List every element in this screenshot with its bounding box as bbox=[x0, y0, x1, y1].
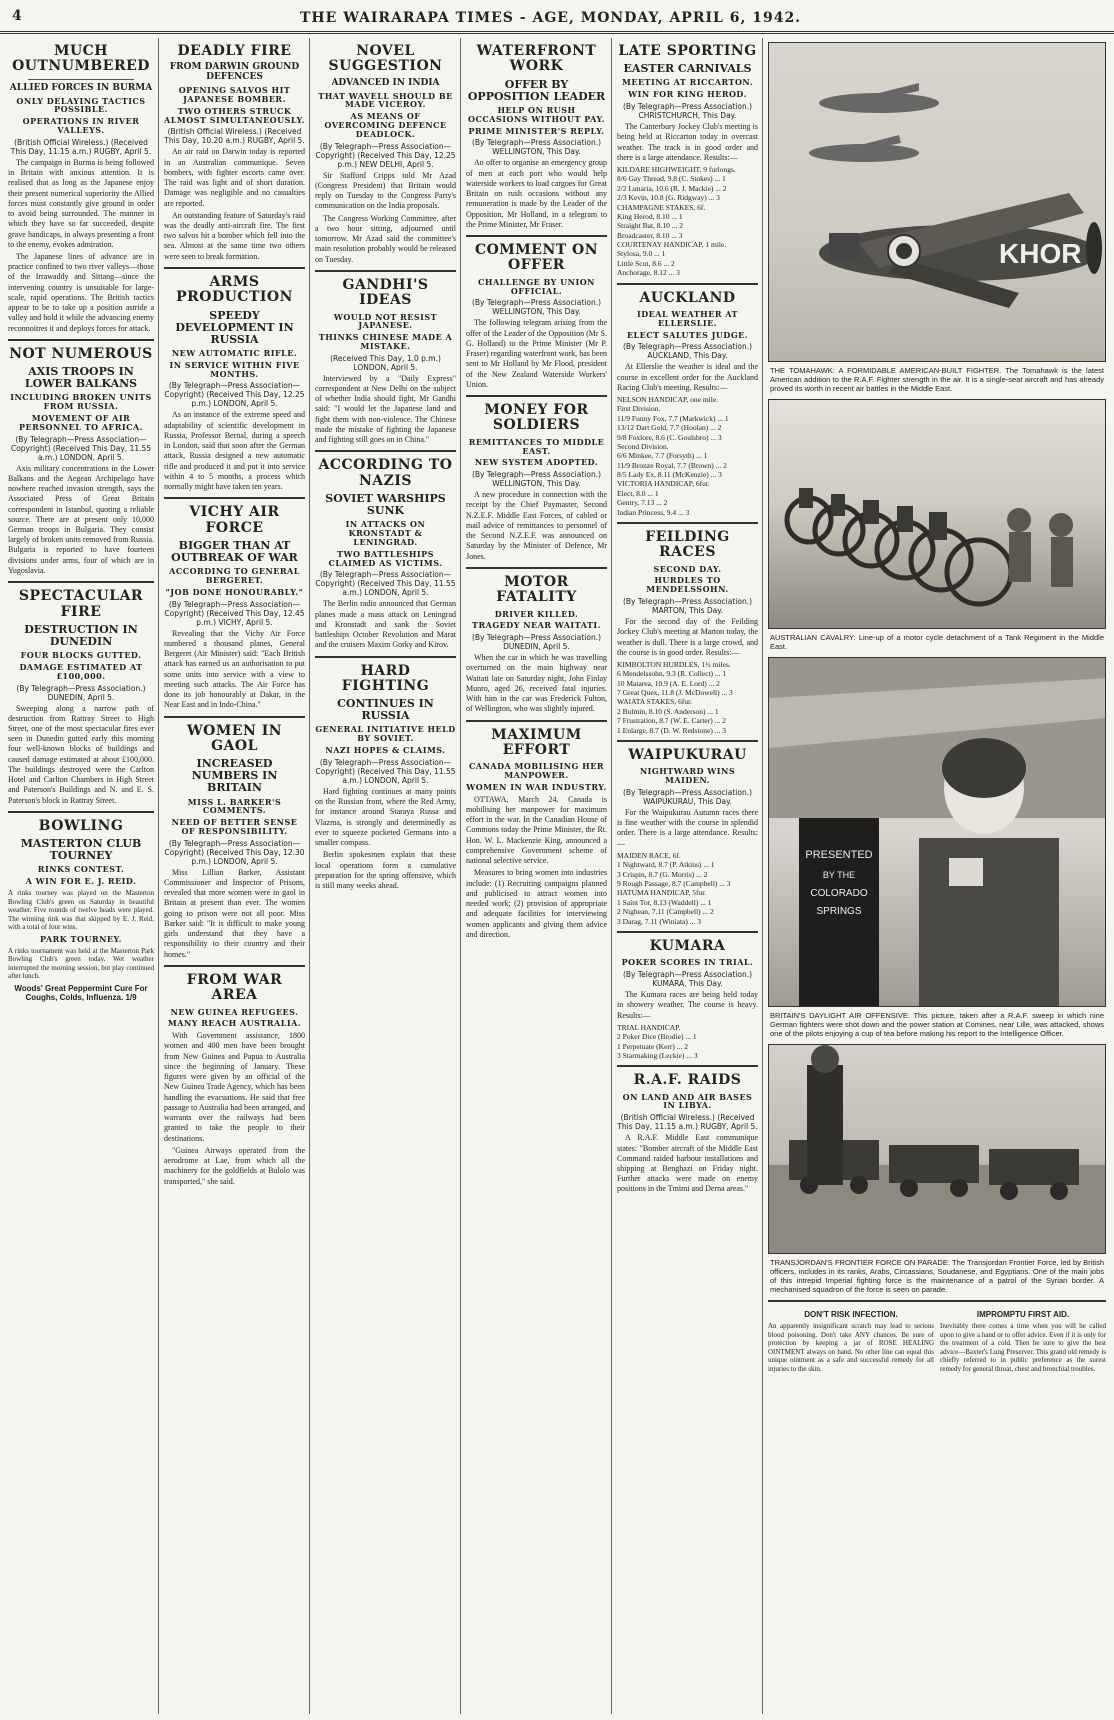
headline: MAXIMUM EFFORT bbox=[491, 726, 582, 758]
race-result: HATUMA HANDICAP, 5fur. bbox=[617, 888, 707, 898]
column-1 bbox=[4, 38, 159, 1714]
column-2 bbox=[160, 38, 310, 1714]
subheadline: MEETING AT RICCARTON. bbox=[621, 77, 754, 88]
subheadline: GENERAL INITIATIVE HELD BY SOVIET. bbox=[315, 724, 456, 744]
divider bbox=[315, 270, 456, 272]
article-text: Interviewed by a "Daily Express" correspondent at New Delhi on the subject of whether India should fight, Mr Gandhi said: "I would let the Japanese land and fight them with non-violence. The Chinese made the mistake of fighting the Japanese and fighting still goes on in China." bbox=[315, 373, 456, 445]
race-result: WAIATA STAKES, 6fur. bbox=[617, 697, 693, 707]
article-text: Axis military concentrations in the Lower Balkans and the Aegean Archipelago have nowhere reached invasion strength, says the Associated Press of Great Britain correspondent in Istanbul, quoting a reliable source. There are at present only 10,000 German troops in Bulgaria. They consist largely of broken units removed from Russia. Bulgaria is reported to have fourteen divisions under arms, four of which are in Yugoslavia. bbox=[8, 463, 154, 575]
headline: HARD FIGHTING bbox=[341, 662, 430, 694]
divider bbox=[617, 1065, 758, 1067]
article-darwin bbox=[164, 44, 305, 262]
headline: KUMARA bbox=[649, 937, 726, 954]
subheadline: PRIME MINISTER'S REPLY. bbox=[468, 125, 605, 136]
aircraft-sign-text: BY THE bbox=[822, 870, 856, 880]
article-feilding bbox=[617, 530, 758, 735]
dateline: (By Telegraph—Press Association—Copyright) (Received This Day, 11.55 a.m.) LONDON, April 5. bbox=[10, 434, 152, 462]
subheadline: NIGHTWARD WINS MAIDEN. bbox=[639, 766, 736, 786]
subheadline: NEW SYSTEM ADOPTED. bbox=[474, 457, 599, 468]
race-result: 1 Saint Tor, 8.13 (Waddell) ... 1 bbox=[617, 897, 712, 907]
race-result: COURTENAY HANDICAP, 1 mile. bbox=[617, 240, 727, 250]
headline: WOMEN IN GAOL bbox=[186, 722, 283, 754]
race-result: 8/5 Lady Ex, 8.11 (McKenzie) ... 3 bbox=[617, 470, 722, 479]
article-waterfront bbox=[466, 44, 607, 230]
headline: ACCORDING TO NAZIS bbox=[318, 457, 453, 489]
subheadline: THAT WAVELL SHOULD BE MADE VICEROY. bbox=[318, 90, 453, 110]
subheadline: IN SERVICE WITHIN FIVE MONTHS. bbox=[169, 359, 300, 379]
subheadline: CONTINUES IN RUSSIA bbox=[337, 697, 434, 723]
article-balkans bbox=[8, 347, 154, 576]
ad-text: Inevitably there comes a time when you will be called upon to give a hand or to offer advice. Even if it is only for the treatment of a cold. Then be sure to give the best advice—Baxter's Lung Preserver. This grand old remedy is chiefly referred to in public preference as the surest remedy for general throat, chest and bronchial troubles. bbox=[940, 1322, 1106, 1373]
dateline: (By Telegraph—Press Association.) WELLINGTON, This Day. bbox=[471, 298, 602, 317]
headline: SPECTACULAR FIRE bbox=[18, 588, 144, 620]
subheadline: THINKS CHINESE MADE A MISTAKE. bbox=[318, 332, 453, 351]
subheadline: MASTERTON CLUB TOURNEY bbox=[20, 837, 142, 863]
photo-pilot bbox=[768, 657, 1106, 1007]
race-result: 11/9 Bronze Royal, 7.7 (Brown) ... 2 bbox=[617, 460, 727, 470]
headline: GANDHI'S IDEAS bbox=[342, 276, 429, 309]
article-text: Sweeping along a narrow path of destruction from Rattray Street to High Street, one of the most spectacular fires ever seen in Dunedin gutted early this morning four well-known blocks of buildings and caused damage estimated at about £100,000. The buildings destroyed were the Carlton Hotel and Carlton Chambers in High Street and Paterson's Buildings and N. and E. S. Paterson's block in Rattray Street. bbox=[8, 703, 154, 805]
article-text: The Canterbury Jockey Club's meeting is being held at Riccarton today in overcast weather. The track is in good order and there is a large attendance. Results:— bbox=[617, 122, 758, 162]
race-result: 11/9 Funny Fox, 7.7 (Markwick) ... 1 bbox=[617, 413, 729, 423]
race-result: 3 Crispin, 8.7 (G. Morris) ... 2 bbox=[617, 869, 708, 879]
article-waipukurau bbox=[617, 748, 758, 926]
divider bbox=[8, 581, 154, 583]
article-text: The following telegram arising from the offer of the Leader of the Opposition (Mr S. G. Holland) to the Prime Minister (Mr P. Fraser) regarding waterfront work, has been sent to Mr Holland by Mr Flood, president of the New Zealand Waterside Workers' Union. bbox=[466, 318, 607, 389]
race-result: 1 Enlarge, 8.7 (D. W. Redstone) ... 3 bbox=[617, 725, 727, 735]
subheadline: TWO OTHERS STRUCK ALMOST SIMULTANEOUSLY. bbox=[164, 105, 305, 125]
race-result: 9/8 Foxlore, 8.6 (C. Goulsbro) ... 3 bbox=[617, 432, 722, 442]
article-russia bbox=[315, 664, 456, 892]
divider bbox=[8, 339, 154, 341]
race-result: KIMBOLTON HURDLES, 1½ miles. bbox=[617, 659, 731, 669]
subheadline: FROM DARWIN GROUND DEFENCES bbox=[169, 62, 300, 83]
article-text: Sir Stafford Cripps told Mr Azad (Congress President) that Britain would reply on Tuesday to the Congress Party's communication on the India proposals. bbox=[315, 170, 456, 211]
divider bbox=[8, 811, 154, 813]
headline: COMMENT ON OFFER bbox=[474, 242, 599, 274]
advertisement-rose-ointment bbox=[768, 1307, 934, 1373]
article-text: Revealing that the Vichy Air Force numbered a thousand planes, General Bergeret (Air Minister) said: "Each British attack has earned us an authorisation to put some units into service with a view to meeting such attacks. The Air Force has done its job honourably at Dakar, in the Near East and in Indo-China." bbox=[164, 628, 305, 710]
aircraft-code: KHOR bbox=[999, 238, 1082, 269]
subheadline: OPERATIONS IN RIVER VALLEYS. bbox=[22, 116, 140, 136]
article-text: The Japanese lines of advance are in practice confined to two river valleys—those of the Irrawaddy and Sittang—since the intervening country is unsuitable for large-scale, rapid operations. The British tactics appear to be to take up a position astride a valley and hold it while the advancing enemy reconnoitres it and deploys forces for attack. bbox=[8, 251, 154, 333]
race-result: 3 Starmaking (Leckie) ... 3 bbox=[617, 1050, 698, 1060]
subheadline: MISS L. BARKER'S COMMENTS. bbox=[187, 796, 282, 816]
article-fatality bbox=[466, 575, 607, 715]
divider bbox=[164, 716, 305, 718]
article-text: Miss Lillian Barker, Assistant Commissioner and Inspector of Prisons, revealed that more women were in gaol in Britain at present than ever. The women going to prison were not all poor. Miss Barker said: "It is difficult to make young girls understand that they have a responsibility to their country and their homes." bbox=[164, 867, 305, 959]
article-kumara bbox=[617, 939, 758, 1060]
race-result: CHAMPAGNE STAKES, 6f. bbox=[617, 202, 706, 212]
divider bbox=[768, 1300, 1106, 1302]
article-new-guinea bbox=[164, 973, 305, 1187]
subheadline: WOMEN IN WAR INDUSTRY. bbox=[466, 781, 607, 792]
article-text: A rinks tournament was held at the Masterton Park Bowling Club's green today. Wet weather interrupted the morning session, but play continued after lunch. bbox=[8, 946, 154, 981]
article-text: The campaign in Burma is being followed in Britain with anxious attention. It is realised that as long as the Japanese enjoy their present numerical superiority the Allied forces must constantly give ground in order to avoid being surrounded. The manner in which they have so far succeeded, despite grave handicaps, in always presenting a front to the enemy, evokes admiration. bbox=[8, 157, 154, 249]
dateline: (By Telegraph—Press Association.) MARTON, This Day. bbox=[622, 597, 753, 616]
subheadline: HELP ON RUSH OCCASIONS WITHOUT PAY. bbox=[468, 104, 605, 124]
article-india bbox=[315, 44, 456, 265]
article-women-gaol bbox=[164, 724, 305, 960]
article-text: An air raid on Darwin today is reported in an Australian communique. Seven bombers, with fighter escorts came over. The raid was light and of short duration. Damage was negligible and no casualties are reported. bbox=[164, 147, 305, 208]
race-result: Straight Bat, 8.10 ... 2 bbox=[617, 221, 684, 231]
dateline: (By Telegraph—Press Association—Copyright) (Received This Day, 12.45 p.m.) VICHY, April 5. bbox=[164, 599, 305, 627]
race-result: 7 Frustration, 8.7 (W. E. Carter) ... 2 bbox=[617, 716, 726, 726]
advertisement: Woods' Great Peppermint Cure For Coughs, Colds, Influenza. 1/9 bbox=[14, 983, 148, 1002]
article-text: For the Waipukurau Autumn races there is fine weather with the course in splendid order. There is a large attendance. Results:— bbox=[617, 807, 758, 848]
dateline: (By Telegraph—Press Association.) CHRISTCHURCH, This Day. bbox=[622, 102, 753, 121]
race-result: KILDARE HIGHWEIGHT, 9 furlongs. bbox=[617, 165, 736, 175]
race-result: 8/6 Gay Thread, 9.8 (C. Stokes) ... 1 bbox=[617, 174, 726, 184]
divider bbox=[28, 79, 134, 80]
subheadline: EASTER CARNIVALS bbox=[623, 62, 752, 76]
article-auckland bbox=[617, 291, 758, 517]
race-result: NELSON HANDICAP, one mile. bbox=[617, 395, 719, 404]
race-result: 9 Rough Passage, 8.7 (Campbell) ... 3 bbox=[617, 879, 731, 889]
headline: MUCH OUTNUMBERED bbox=[12, 43, 150, 75]
subheadline: SECOND DAY. bbox=[653, 563, 722, 574]
subheadline: NEW AUTOMATIC RIFLE. bbox=[171, 348, 298, 358]
subheadline: MANY REACH AUSTRALIA. bbox=[167, 1018, 302, 1029]
ad-headline: IMPROMPTU FIRST AID. bbox=[976, 1310, 1070, 1319]
aircraft-sign-text: COLORADO bbox=[810, 888, 868, 899]
subheadline: ADVANCED IN INDIA bbox=[331, 77, 440, 88]
subheadline: MOVEMENT OF AIR PERSONNEL TO AFRICA. bbox=[19, 413, 143, 432]
dateline: (By Telegraph—Press Association—Copyright) (Received This Day, 11.55 a.m.) LONDON, April 5. bbox=[315, 757, 456, 785]
race-result: 6 Mendelssohn, 9.3 (R. Collect) ... 1 bbox=[617, 669, 727, 679]
dateline: (By Telegraph—Press Association.) DUNEDIN, April 5. bbox=[471, 633, 602, 652]
subheadline: INCLUDING BROKEN UNITS FROM RUSSIA. bbox=[10, 392, 152, 412]
subheadline: NEED OF BETTER SENSE OF RESPONSIBILITY. bbox=[171, 817, 298, 836]
column-6 bbox=[764, 38, 1110, 1714]
divider bbox=[466, 720, 607, 722]
headline: VICHY AIR FORCE bbox=[189, 504, 280, 536]
subheadline: WIN FOR KING HEROD. bbox=[628, 89, 747, 100]
dateline: (British Official Wireless.) (Received This Day, 11.15 a.m.) RUGBY, April 5. bbox=[617, 1113, 758, 1132]
dateline: (British Official Wireless.) (Received This Day, 11.15 a.m.) RUGBY, April 5. bbox=[10, 137, 152, 156]
article-nazis bbox=[315, 458, 456, 650]
article-text: OTTAWA, March 24. Canada is mobilising her manpower for maximum effort in the war. In the Canadian House of Commons today the Prime Minister, the Rt. Hon. W. L. Mackenzie King, announced a comprehensive Government scheme of national selective service. bbox=[466, 794, 607, 866]
divider bbox=[315, 450, 456, 452]
race-result: Anchorage, 8.12 ... 3 bbox=[617, 268, 680, 278]
race-result: Second Division. bbox=[617, 441, 669, 451]
dateline: (By Telegraph—Press Association—Copyright) (Received This Day, 11.55 a.m.) LONDON, April 5. bbox=[315, 570, 456, 598]
race-result: VICTORIA HANDICAP, 6fur. bbox=[617, 479, 710, 489]
headline: AUCKLAND bbox=[639, 289, 736, 306]
headline: ARMS PRODUCTION bbox=[176, 273, 293, 306]
photo-caption: AUSTRALIAN CAVALRY: Line-up of a motor cycle detachment of a Tank Regiment in the Middle East. bbox=[770, 633, 1104, 651]
ad-headline: DON'T RISK INFECTION. bbox=[804, 1310, 898, 1319]
divider bbox=[164, 965, 305, 967]
column-3 bbox=[311, 38, 461, 1714]
aircraft-illustration bbox=[769, 43, 1106, 362]
article-text: A R.A.F. Middle East communique states: "Bomber aircraft of the Middle East Command raided harbour installations and shipping at Benghazi on Friday night. Further attacks were made on enemy positions in the Tmimi and Derna areas." bbox=[617, 1133, 758, 1194]
article-text: At Ellerslie the weather is ideal and the course in excellent order for the Auckland Racing Club's meeting. Results:— bbox=[617, 362, 758, 392]
article-burma bbox=[8, 44, 154, 334]
article-text: Measures to bring women into industries include: (1) Recruiting campaigns planned and publicised to attract women into needed work; (2) provision of appropriate and adequate facilities for interviewing women applicants and giving them advice and direction. bbox=[466, 868, 607, 939]
subheadline: ON LAND AND AIR BASES IN LIBYA. bbox=[622, 1091, 753, 1111]
subheadline: DAMAGE ESTIMATED AT £100,000. bbox=[19, 661, 143, 681]
race-result: 10 Matarea, 10.9 (A. E. Lord) ... 2 bbox=[617, 678, 720, 688]
headline: FEILDING RACES bbox=[645, 528, 730, 561]
subheadline: CHALLENGE BY UNION OFFICIAL. bbox=[478, 276, 595, 296]
race-result: King Herod, 8.10 ... 1 bbox=[617, 211, 683, 221]
dateline: (Received This Day, 1.0 p.m.) LONDON, April 5. bbox=[330, 353, 441, 372]
subheadline: CANADA MOBILISING HER MANPOWER. bbox=[469, 761, 604, 781]
article-comment bbox=[466, 243, 607, 390]
headline: MOTOR FATALITY bbox=[496, 573, 577, 606]
photo-caption: THE TOMAHAWK: A FORMIDABLE AMERICAN-BUILT FIGHTER. The Tomahawk is the latest American addition to the R.A.F. Fighter strength in the air. It is a single-seat aircraft and has already proved its worth in recent air battles in the Middle East. bbox=[770, 366, 1104, 393]
ad-text: An apparently insignificant scratch may lead to serious blood poisoning. Don't take ANY chances. Be sure of protection by keeping a jar of ROSE HEALING OINTMENT always on hand. No other line can equal this unique ointment as a safe and successful remedy for all injuries to the skin. bbox=[768, 1322, 934, 1373]
headline: NOVEL SUGGESTION bbox=[328, 43, 443, 75]
race-result: Indian Princess, 9.4 ... 3 bbox=[617, 507, 690, 517]
race-result: 7 Great Quex, 11.8 (J. McDowell) ... 3 bbox=[617, 688, 733, 698]
article-bowling bbox=[8, 819, 154, 1002]
article-text: For the second day of the Feilding Jockey Club's meeting at Marton today, the weather is dull. There is a large crowd, and the course is in good order. Results:— bbox=[617, 617, 758, 657]
article-text: "Guinea Airways operated from the aerodrome at Lae, from which all the machinery for the goldfields at Bulolo was transported," she said. bbox=[164, 1145, 305, 1186]
dateline: (By Telegraph—Press Association.) WELLINGTON, This Day. bbox=[471, 470, 602, 489]
article-effort bbox=[466, 728, 607, 940]
subheadline: NAZI HOPES & CLAIMS. bbox=[325, 745, 446, 756]
article-text: Berlin spokesmen explain that these local operations form a cumulative preparation for the spring offensive, which is still many weeks ahead. bbox=[315, 850, 456, 890]
column-4 bbox=[462, 38, 612, 1714]
subheadline: PARK TOURNEY. bbox=[40, 933, 122, 944]
subheadline: SPEEDY DEVELOPMENT IN RUSSIA bbox=[175, 308, 294, 346]
race-result: Broadcaster, 8.10 ... 3 bbox=[617, 230, 683, 240]
subheadline: TRAGEDY NEAR WAITATI. bbox=[472, 620, 601, 631]
race-result: TRIAL HANDICAP. bbox=[617, 1022, 681, 1032]
aircraft-sign-text: SPRINGS bbox=[816, 906, 862, 917]
dateline: (By Telegraph—Press Association.) WELLINGTON, This Day. bbox=[471, 138, 602, 157]
divider bbox=[466, 567, 607, 569]
subheadline: "JOB DONE HONOURABLY." bbox=[165, 586, 304, 597]
photo-tomahawk bbox=[768, 42, 1106, 362]
headline: NOT NUMEROUS bbox=[9, 345, 153, 362]
article-text: A rinks tourney was played on the Masterton Bowling Club's green on Saturday in beautiful weather. Five rounds of twelve heads were played. The winning rink was that skipped by E. J. Reid, with a total of four wins. bbox=[8, 889, 154, 932]
race-result: MAIDEN RACE, 6f. bbox=[617, 850, 681, 860]
subheadline: HURDLES TO MENDELSSOHN. bbox=[646, 575, 729, 595]
article-text: With Government assistance, 1800 women and 400 men have been brought from New Guinea and Papua to Australia since the beginning of January. These figures were given by an official of the New Guinea Trade Agency, which has been handling the evacuations. He said that free passage to Australia had been arranged, and warrants over the railways had been granted to take the people to their destinations. bbox=[164, 1031, 305, 1143]
dateline: (By Telegraph—Press Association.) WAIPUKURAU, This Day. bbox=[622, 787, 753, 806]
headline: WATERFRONT WORK bbox=[476, 43, 597, 75]
subheadline: ALLIED FORCES IN BURMA bbox=[9, 82, 153, 93]
headline: LATE SPORTING bbox=[618, 43, 757, 59]
article-raf-raids bbox=[617, 1073, 758, 1194]
dateline: (By Telegraph—Press Association.) AUCKLAND, This Day. bbox=[622, 342, 753, 361]
advertisements bbox=[768, 1307, 1106, 1373]
dateline: (By Telegraph—Press Association—Copyright) (Received This Day, 12.30 p.m.) LONDON, April 5. bbox=[164, 838, 305, 866]
subheadline: ONLY DELAYING TACTICS POSSIBLE. bbox=[16, 95, 146, 115]
article-text: As an instance of the extreme speed and adaptability of scientific development in Russia, Professor Bernal, during a speech in London, said that soon after the German attack, Russia designed a new automatic rifle and produced it and put it into service within 4 to 5 months, a process which normally might have taken ten years. bbox=[164, 410, 305, 492]
race-result: 6/6 Minkee, 7.7 (Forsyth) ... 1 bbox=[617, 451, 708, 461]
article-soldiers bbox=[466, 403, 607, 562]
dateline: (British Official Wireless.) (Received This Day, 10.20 a.m.) RUGBY, April 5. bbox=[164, 127, 305, 146]
race-result: 13/12 Dart Gold, 7.7 (Hoolan) ... 2 bbox=[617, 423, 722, 433]
advertisement-lung-preserver bbox=[940, 1307, 1106, 1373]
race-result: Elect, 8.0 ... 1 bbox=[617, 488, 659, 498]
race-result: 1 Perpetuate (Kerr) ... 2 bbox=[617, 1041, 689, 1051]
divider bbox=[617, 522, 758, 524]
headline: FROM WAR AREA bbox=[186, 971, 283, 1004]
headline: R.A.F. RAIDS bbox=[633, 1072, 742, 1089]
divider bbox=[466, 395, 607, 397]
aircraft-sign-text: PRESENTED bbox=[805, 849, 873, 861]
subheadline: WOULD NOT RESIST JAPANESE. bbox=[333, 311, 438, 331]
race-result: 2/3 Kevin, 10.8 (G. Ridgway) ... 3 bbox=[617, 193, 720, 203]
masthead bbox=[0, 0, 1114, 34]
subheadline: IN ATTACKS ON KRONSTADT & LENINGRAD. bbox=[345, 519, 426, 547]
subheadline: REMITTANCES TO MIDDLE EAST. bbox=[468, 436, 605, 456]
race-result: 1 Nightward, 8.7 (P. Atkins) ... 1 bbox=[617, 860, 715, 870]
article-text: An offer to organise an emergency group of men at each port who would help waterside workers to load cargoes for Great Britain on rush occasions without any remuneration is made by the Leader of the Opposition, Mr Holland, in a telegram to the Prime Minister, Mr Fraser. bbox=[466, 158, 607, 229]
subheadline: AS MEANS OF OVERCOMING DEFENCE DEADLOCK. bbox=[324, 111, 447, 139]
headline: BOWLING bbox=[38, 817, 124, 834]
article-arms bbox=[164, 275, 305, 492]
subheadline: OPENING SALVOS HIT JAPANESE BOMBER. bbox=[178, 85, 291, 104]
article-text: A new procedure in connection with the receipt by the Chief Paymaster, Second N.Z.E.F. Middle East Forces, of cabled or mail advice of remittances to personnel of the Second N.Z.E.F. was announced on Saturday by the Minister of Defence, Mr Jones. bbox=[466, 490, 607, 561]
divider bbox=[617, 740, 758, 742]
article-vichy bbox=[164, 505, 305, 710]
race-result: 2 Bulmin, 8.10 (S. Anderson) ... 1 bbox=[617, 706, 719, 716]
column-5 bbox=[613, 38, 763, 1714]
race-result: 2/2 Lunaria, 10.6 (R. J. Mackie) ... 2 bbox=[617, 183, 727, 193]
divider bbox=[164, 497, 305, 499]
article-text: Hard fighting continues at many points on the Russian front, where the Red Army, for instance around Staraya Russa and Vlazma, is strongly and determinedly as ever to squeeze pocketed Germans into a smaller compass. bbox=[315, 786, 456, 848]
photo-caption: BRITAIN'S DAYLIGHT AIR OFFENSIVE: This picture, taken after a R.A.F. sweep in which nine German fighters were shot down and the power station at Comines, near Lille, was attacked, shows one of the pilots enjoying a cup of tea before making his report to the Intelligence Officer. bbox=[770, 1011, 1104, 1038]
article-text: When the car in which he was travelling overturned on the main highway near Waitati late on Saturday night, John Finlay Munro, aged 26, received fatal injuries. With him in the car was Frederick Fulton, of Wellington, who was slightly injured. bbox=[466, 653, 607, 714]
subheadline: NEW GUINEA REFUGEES. bbox=[170, 1006, 299, 1017]
subheadline: IDEAL WEATHER AT ELLERSLIE. bbox=[636, 308, 738, 328]
article-text: The Congress Working Committee, after a two hour sitting, adjourned until tomorrow. Mr Azad said the committee's main resolution probably would be released on Tuesday. bbox=[315, 213, 456, 264]
divider bbox=[164, 267, 305, 269]
subheadline: DRIVER KILLED. bbox=[494, 608, 579, 619]
article-text: The Kumara races are being held today in showery weather. The course is heavy. Results:— bbox=[617, 990, 758, 1020]
subheadline: POKER SCORES IN TRIAL. bbox=[621, 957, 754, 968]
article-text: The Berlin radio announced that German planes made a mass attack on Leningrad and Kronstadt and sank the Soviet battleships October Revolution and Marat and the cruisers Maxim Gorky and Kirov. bbox=[315, 599, 456, 650]
headline: DEADLY FIRE bbox=[177, 43, 292, 59]
subheadline: A WIN FOR E. J. REID. bbox=[25, 876, 137, 887]
page-number: 4 bbox=[12, 8, 22, 24]
article-text: An outstanding feature of Saturday's raid was the deadly anti-aircraft fire. The first two salvos hit a bomber which fell into the sea. Almost at the same time two others were seen to break formation. bbox=[164, 210, 305, 261]
subheadline: ACCORDING TO GENERAL BERGERET. bbox=[169, 566, 300, 586]
article-easter bbox=[617, 44, 758, 278]
subheadline: RINKS CONTEST. bbox=[37, 864, 125, 875]
subheadline: OFFER BY OPPOSITION LEADER bbox=[467, 77, 606, 103]
dateline: (By Telegraph—Press Association—Copyright) (Received This Day, 12.25 p.m.) NEW DELHI, April 5. bbox=[315, 141, 456, 169]
race-result: Gentry, 7.13 ... 2 bbox=[617, 498, 668, 508]
dateline: (By Telegraph—Press Association.) KUMARA, This Day. bbox=[622, 970, 753, 989]
subheadline: DESTRUCTION IN DUNEDIN bbox=[24, 622, 138, 649]
headline: MONEY FOR SOLDIERS bbox=[484, 402, 589, 434]
photo-parade bbox=[768, 1044, 1106, 1254]
race-result: First Division. bbox=[617, 404, 661, 414]
photo-caption: TRANSJORDAN'S FRONTIER FORCE ON PARADE: The Transjordan Frontier Force, led by British officers, includes in its ranks, Arabs, Circassians, Soudanese, and Egyptians. One of the main jobs of this intrepid Imperial fighting force is the maintenance of a patrol of the Syrian border. A mechanised squadron of the force is seen on parade. bbox=[770, 1258, 1104, 1294]
race-result: 2 Nighean, 7.11 (Campbell) ... 2 bbox=[617, 907, 714, 917]
race-result: 3 Darag, 7.11 (Winiata) ... 3 bbox=[617, 916, 701, 926]
article-dunedin-fire bbox=[8, 589, 154, 806]
newspaper-title: THE WAIRARAPA TIMES - AGE, MONDAY, APRIL 6, 1942. bbox=[300, 10, 802, 26]
dateline: (By Telegraph—Press Association—Copyright) (Received This Day, 12.25 p.m.) LONDON, April 5. bbox=[164, 381, 305, 409]
subheadline: FOUR BLOCKS GUTTED. bbox=[20, 650, 142, 661]
race-result: Stylosa, 9.0 ... 1 bbox=[617, 249, 666, 259]
subheadline: BIGGER THAN AT OUTBREAK OF WAR bbox=[171, 539, 298, 565]
divider bbox=[466, 235, 607, 237]
dateline: (By Telegraph—Press Association.) DUNEDIN, April 5. bbox=[16, 683, 146, 702]
subheadline: SOVIET WARSHIPS SUNK bbox=[325, 492, 446, 518]
subheadline: AXIS TROOPS IN LOWER BALKANS bbox=[24, 365, 138, 391]
subheadline: INCREASED NUMBERS IN BRITAIN bbox=[191, 757, 278, 795]
divider bbox=[617, 931, 758, 933]
divider bbox=[315, 656, 456, 658]
photo-motorcycles bbox=[768, 399, 1106, 629]
race-result: 2 Poker Dice (Brodie) ... 1 bbox=[617, 1032, 697, 1042]
headline: WAIPUKURAU bbox=[628, 746, 747, 763]
article-gandhi bbox=[315, 278, 456, 446]
subheadline: TWO BATTLESHIPS CLAIMED AS VICTIMS. bbox=[328, 548, 443, 568]
race-result: Little Scot, 8.6 ... 2 bbox=[617, 258, 675, 268]
subheadline: ELECT SALUTES JUDGE. bbox=[626, 329, 749, 340]
divider bbox=[617, 283, 758, 285]
